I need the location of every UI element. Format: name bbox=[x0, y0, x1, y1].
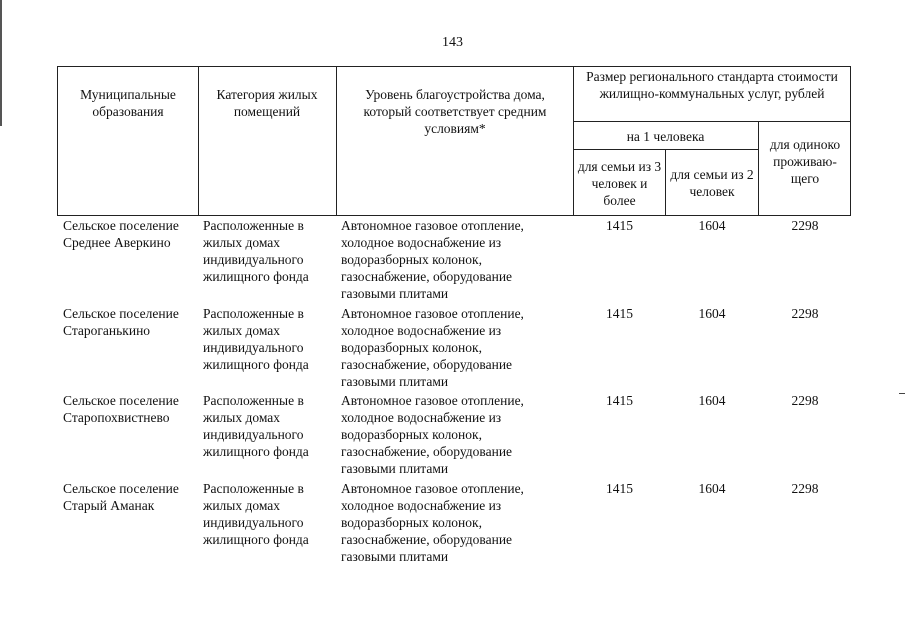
cell-value-family-2: 1604 bbox=[698, 306, 726, 321]
cell-municipality: Сельское поселение Старопохвистнево bbox=[63, 393, 179, 425]
cell-category: Расположенные в жилых домах индивидуального жилищного фонда bbox=[203, 218, 309, 284]
scan-dash-mark bbox=[899, 393, 905, 394]
cell-value-family-3: 1415 bbox=[606, 218, 633, 233]
page-number: 143 bbox=[442, 35, 463, 50]
cell-level: Автономное газовое отопление, холодное водоснабжение из водоразборных колонок, газоснабжение, оборудование газовыми плитами bbox=[341, 481, 524, 564]
cell-value-family-2: 1604 bbox=[698, 393, 726, 408]
cell-value-family-3: 1415 bbox=[606, 481, 633, 496]
cell-category: Расположенные в жилых домах индивидуального жилищного фонда bbox=[203, 393, 309, 459]
table-row bbox=[57, 480, 851, 568]
cell-value-single: 2298 bbox=[791, 393, 819, 408]
header-municipality: Муниципальные образования bbox=[80, 87, 176, 119]
table-row bbox=[57, 305, 851, 393]
cell-value-single: 2298 bbox=[791, 306, 819, 321]
header-category: Категория жилых помещений bbox=[216, 87, 318, 119]
cell-category: Расположенные в жилых домах индивидуального жилищного фонда bbox=[203, 481, 309, 547]
cell-value-family-2: 1604 bbox=[698, 218, 726, 233]
header-level: Уровень благоустройства дома, который соответствует средним условиям* bbox=[363, 87, 547, 136]
cell-level: Автономное газовое отопление, холодное водоснабжение из водоразборных колонок, газоснабжение, оборудование газовыми плитами bbox=[341, 393, 524, 476]
scan-edge-mark bbox=[0, 0, 2, 126]
header-per-person: на 1 человека bbox=[626, 129, 705, 144]
cell-municipality: Сельское поселение Старый Аманак bbox=[63, 481, 179, 513]
cell-value-single: 2298 bbox=[791, 481, 819, 496]
table-row bbox=[57, 217, 851, 305]
cell-level: Автономное газовое отопление, холодное водоснабжение из водоразборных колонок, газоснабжение, оборудование газовыми плитами bbox=[341, 218, 524, 301]
cell-value-family-3: 1415 bbox=[606, 393, 633, 408]
cell-category: Расположенные в жилых домах индивидуального жилищного фонда bbox=[203, 306, 309, 372]
header-single: для одиноко проживаю-щего bbox=[769, 137, 841, 186]
table-row bbox=[57, 392, 851, 480]
cell-value-single: 2298 bbox=[791, 218, 819, 233]
table-header bbox=[57, 66, 851, 216]
cell-municipality: Сельское поселение Староганькино bbox=[63, 306, 179, 338]
cell-level: Автономное газовое отопление, холодное водоснабжение из водоразборных колонок, газоснабжение, оборудование газовыми плитами bbox=[341, 306, 524, 389]
header-family-3: для семьи из 3 человек и более bbox=[577, 159, 662, 208]
cell-value-family-2: 1604 bbox=[698, 481, 726, 496]
cell-value-family-3: 1415 bbox=[606, 306, 633, 321]
cell-municipality: Сельское поселение Среднее Аверкино bbox=[63, 218, 179, 250]
header-family-2: для семьи из 2 человек bbox=[670, 167, 754, 199]
header-standard-group: Размер регионального стандарта стоимости жилищно-коммунальных услуг, рублей bbox=[586, 69, 838, 101]
